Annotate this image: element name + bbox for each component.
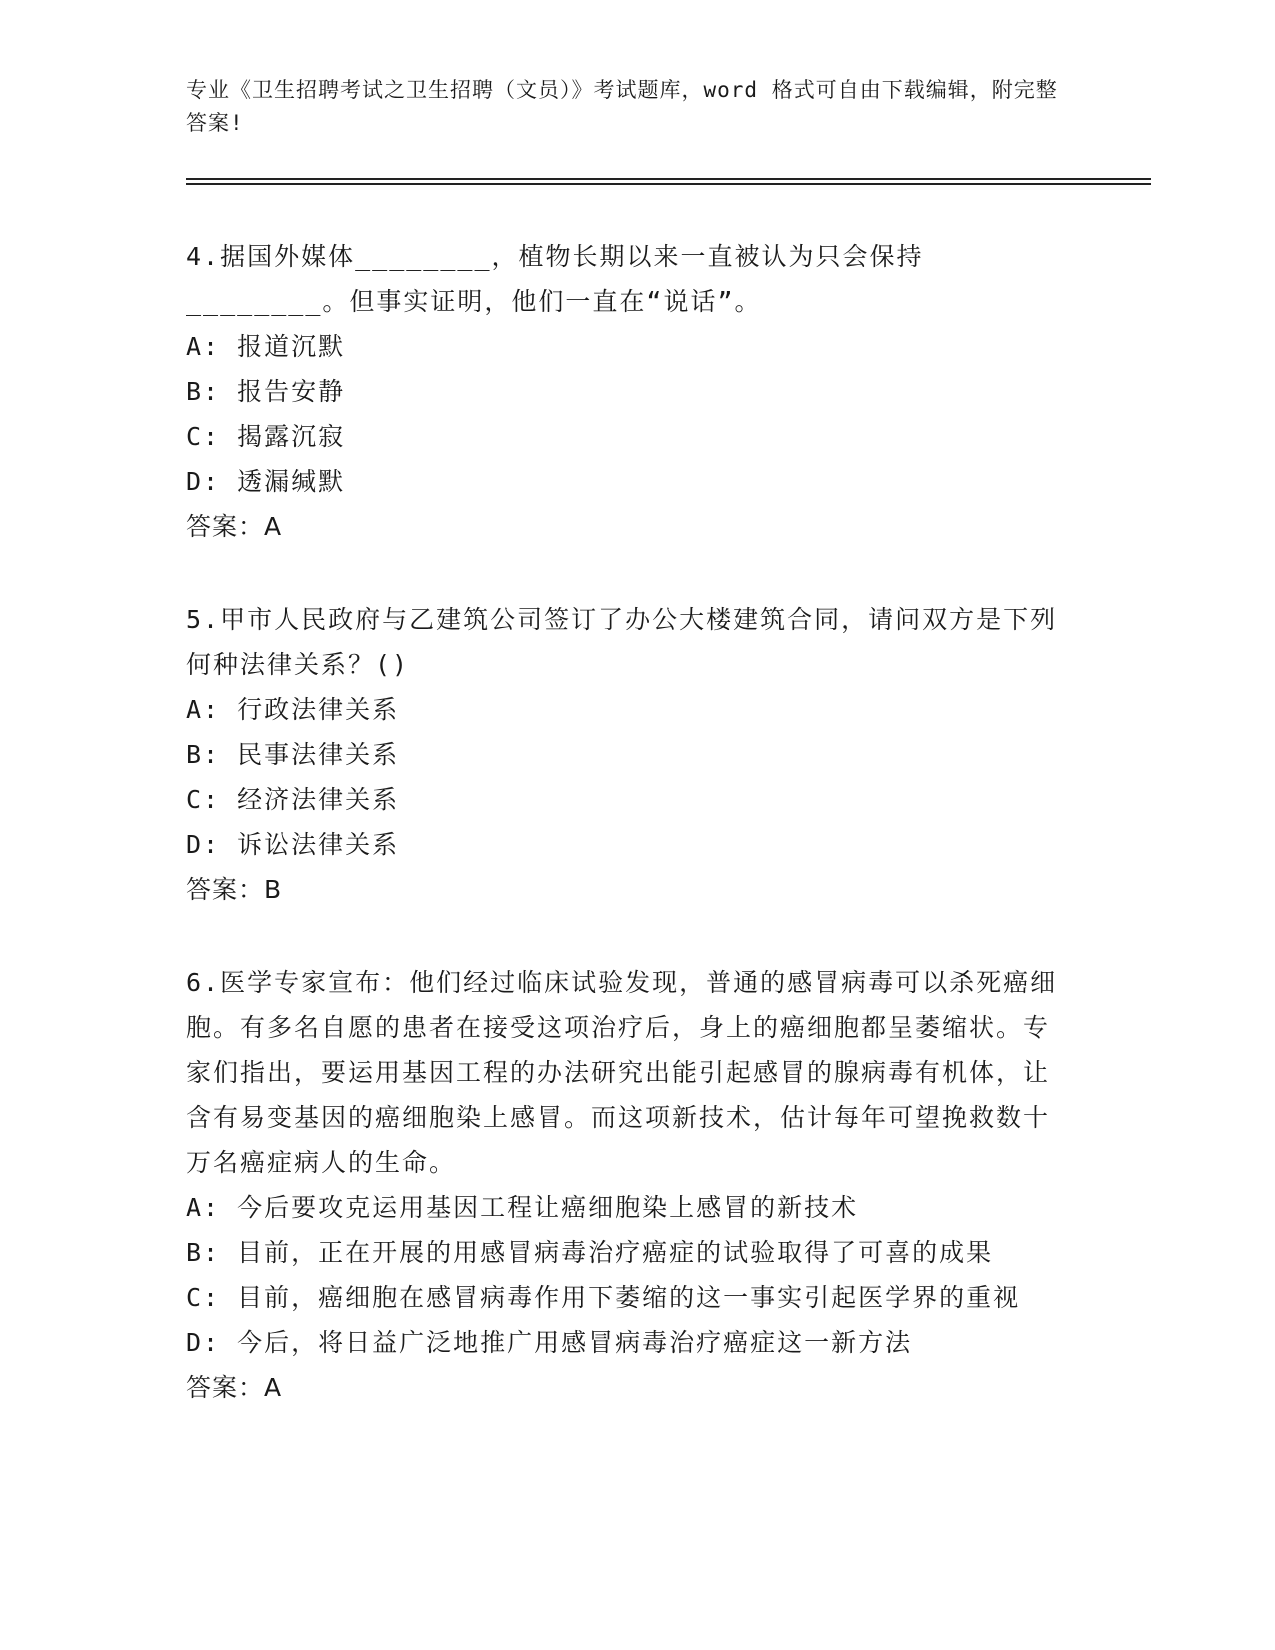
option-c: C: 目前，癌细胞在感冒病毒作用下萎缩的这一事实引起医学界的重视	[186, 1283, 1021, 1312]
question-stem: 4.据国外媒体________，植物长期以来一直被认为只会保持________。但事实证明，他们一直在“说话”。	[186, 242, 924, 316]
answer-label: 答案：B	[186, 875, 283, 904]
option-d: D: 今后，将日益广泛地推广用感冒病毒治疗癌症这一新方法	[186, 1328, 913, 1357]
option-a: A: 行政法律关系	[186, 695, 400, 724]
option-d: D: 透漏缄默	[186, 467, 346, 496]
header-divider-top	[186, 178, 1151, 180]
option-a: A: 报道沉默	[186, 332, 346, 361]
option-d: D: 诉讼法律关系	[186, 830, 400, 859]
question-6	[186, 960, 1066, 1410]
option-c: C: 经济法律关系	[186, 785, 400, 814]
option-c: C: 揭露沉寂	[186, 422, 346, 451]
option-b: B: 目前，正在开展的用感冒病毒治疗癌症的试验取得了可喜的成果	[186, 1238, 994, 1267]
answer-label: 答案：A	[186, 512, 283, 541]
question-stem: 6.医学专家宣布：他们经过临床试验发现，普通的感冒病毒可以杀死癌细胞。有多名自愿的患者在接受这项治疗后，身上的癌细胞都呈萎缩状。专家们指出，要运用基因工程的办法研究出能引起感冒的腺病毒有机体，让含有易变基因的癌细胞染上感冒。而这项新技术，估计每年可望挽救数十万名癌症病人的生命。	[186, 968, 1058, 1177]
question-4	[186, 234, 1066, 549]
option-a: A: 今后要攻克运用基因工程让癌细胞染上感冒的新技术	[186, 1193, 859, 1222]
option-b: B: 报告安静	[186, 377, 346, 406]
header-divider-bottom	[186, 183, 1151, 185]
question-stem: 5.甲市人民政府与乙建筑公司签订了办公大楼建筑合同，请问双方是下列何种法律关系？()	[186, 605, 1058, 679]
question-5	[186, 597, 1066, 912]
option-b: B: 民事法律关系	[186, 740, 400, 769]
answer-label: 答案：A	[186, 1373, 283, 1402]
document-header: 专业《卫生招聘考试之卫生招聘（文员）》考试题库，word 格式可自由下载编辑，附完整答案!	[186, 78, 1058, 135]
